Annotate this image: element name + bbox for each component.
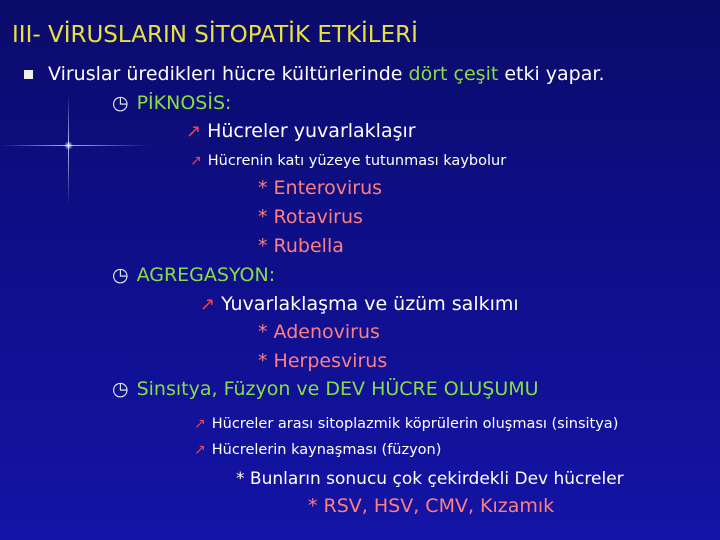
aggregation-point: [200, 293, 519, 315]
pyknosis-point-1-text: Hücreler yuvarlaklaşır: [207, 120, 416, 142]
sparkle-decoration-center: [64, 141, 73, 150]
intro-text-pre: Viruslar ürediklerı hücre kültürlerinde: [48, 63, 409, 85]
intro-line: [48, 63, 605, 85]
syncytium-result: * Bunların sonucu çok çekirdekli Dev hücreler: [236, 469, 624, 489]
sparkle-decoration-horizontal: [0, 145, 150, 146]
syncytium-viruses: * RSV, HSV, CMV, Kızamık: [308, 495, 555, 517]
arrow-up-right-icon: ↗: [194, 416, 206, 432]
syncytium-point-2: [194, 442, 441, 458]
syncytium-heading: Sinsıtya, Füzyon ve DEV HÜCRE OLUŞUMU: [136, 378, 539, 400]
arrow-up-right-icon: ↗: [186, 121, 202, 142]
virus-rotavirus: * Rotavirus: [258, 206, 363, 228]
arrow-up-right-icon: ↗: [200, 294, 216, 315]
syncytium-heading-line: [112, 378, 539, 400]
intro-text-post: etki yapar.: [498, 63, 605, 85]
syncytium-point-1-text: Hücreler arası sitoplazmik köprülerin oluşması (sinsitya): [211, 416, 619, 432]
pyknosis-heading: PİKNOSİS:: [136, 92, 232, 114]
virus-adenovirus: * Adenovirus: [258, 321, 380, 343]
virus-enterovirus: * Enterovirus: [258, 177, 383, 199]
intro-highlight: dört çeşit: [408, 63, 499, 85]
pyknosis-point-1: [186, 120, 416, 142]
pyknosis-point-2-text: Hücrenin katı yüzeye tutunması kaybolur: [207, 153, 507, 169]
virus-rubella: * Rubella: [258, 235, 344, 257]
clock-icon: ◷: [112, 264, 129, 286]
pyknosis-point-2: [190, 153, 506, 169]
arrow-up-right-icon: ↗: [194, 442, 206, 458]
syncytium-point-1: [194, 416, 618, 432]
sparkle-decoration-vertical: [68, 95, 69, 205]
aggregation-point-text: Yuvarlaklaşma ve üzüm salkımı: [221, 293, 519, 315]
syncytium-point-2-text: Hücrelerin kaynaşması (füzyon): [211, 442, 442, 458]
aggregation-heading-line: [112, 264, 275, 286]
aggregation-heading: AGREGASYON:: [136, 264, 276, 286]
virus-herpesvirus: * Herpesvirus: [258, 350, 388, 372]
clock-icon: ◷: [112, 92, 129, 114]
arrow-up-right-icon: ↗: [190, 153, 202, 169]
slide-title: III- VİRUSLARIN SİTOPATİK ETKİLERİ: [12, 22, 418, 48]
pyknosis-heading-line: [112, 92, 231, 114]
square-bullet-icon: [24, 70, 33, 79]
clock-icon: ◷: [112, 378, 129, 400]
